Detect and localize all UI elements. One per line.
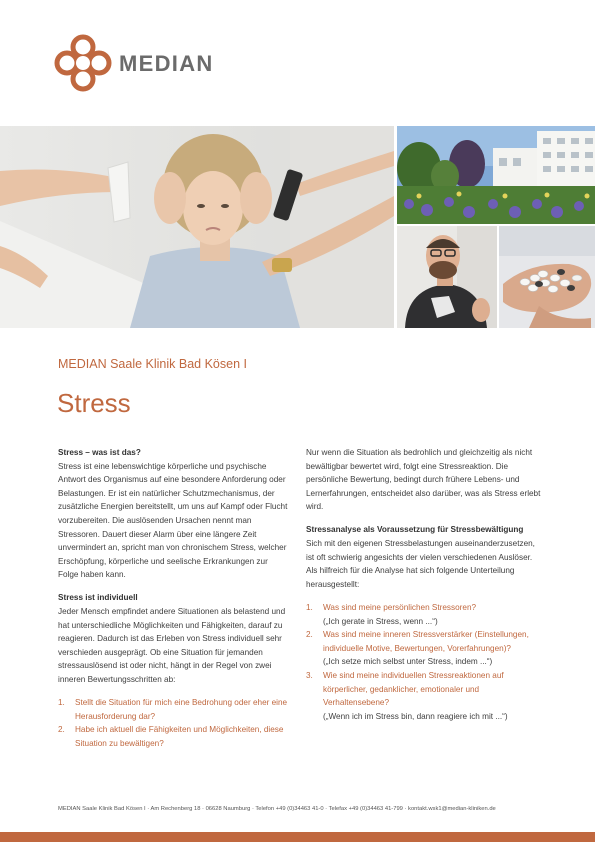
section-heading-what-is-stress: Stress – was ist das? (58, 448, 141, 457)
list-item-text: Habe ich aktuell die Fähigkeiten und Möglichkeiten, diese Situation zu bewältigen? (75, 725, 284, 748)
list-number: 1. (58, 698, 65, 708)
list-question: Was sind meine inneren Stressverstärker (Einstellungen, individuelle Motive, Bewertungen, Vorerfahrungen)? (323, 630, 529, 653)
logo-text: MEDIAN (119, 51, 214, 76)
paragraph-stress-reaction: Nur wenn die Situation als bedrohlich und gleichzeitig als nicht bewältigbar bewertet wird, folgt eine Stressreaktion. Die persönliche Bewertung, bedingt durch frühere Lebens- und Lernerfahrungen, entscheidet also darüber, was als Stress erlebt wird. (306, 448, 541, 512)
list-number: 3. (306, 670, 313, 680)
list-number: 1. (306, 602, 313, 612)
photo-strip (0, 126, 595, 328)
pills-hand-photo (499, 226, 595, 328)
therapist-man-photo (397, 226, 497, 328)
list-item (306, 628, 544, 669)
evaluation-steps-list (58, 696, 290, 750)
list-item (306, 669, 544, 723)
analysis-questions-list (306, 601, 544, 723)
list-item (306, 601, 544, 628)
paragraph-stress-analysis: Sich mit den eigenen Stressbelastungen auseinanderzusetzen, ist oft schwierig angesichts der vielen verschiedenen Auslöser. Als hilfreich für die Analyse hat sich folgende Unterteilung herausgestellt: (306, 539, 535, 589)
right-column (306, 446, 544, 732)
list-question: Was sind meine persönlichen Stressoren? (323, 602, 477, 612)
footer-contact: MEDIAN Saale Klinik Bad Kösen I · Am Rechenberg 18 · 06628 Naumburg · Telefon +49 (0)34463 41-0 · Telefax +49 (0)34463 41-799 · kontakt.wsk1@median-kliniken.de (58, 806, 496, 812)
stressed-woman-photo (0, 126, 394, 328)
header (0, 0, 595, 126)
page-title: Stress (57, 388, 131, 418)
flower-logo-icon (54, 34, 112, 92)
list-item (58, 696, 290, 723)
clinic-building-photo (397, 126, 595, 224)
list-number: 2. (306, 630, 313, 640)
list-example: („Ich setze mich selbst unter Stress, indem ...“) (323, 657, 493, 667)
list-number: 2. (58, 725, 65, 735)
left-column (58, 446, 290, 759)
bottom-accent-bar (0, 832, 595, 842)
paragraph-individual: Jeder Mensch empfindet andere Situationen als belastend und hat unterschiedliche Möglichkeiten und Fähigkeiten, darauf zu reagieren. Dadurch ist das Erleben von Stress individuell sehr verschieden ausgeprägt. Ob eine Situation für jemanden stressauslösend ist oder nicht, hängt in der Regel von zwei inneren Bewertungsschritten ab: (58, 607, 286, 684)
section-heading-stress-analysis: Stressanalyse als Voraussetzung für Stressbewältigung (306, 525, 524, 535)
clinic-name: MEDIAN Saale Klinik Bad Kösen I (58, 357, 247, 371)
section-heading-individual: Stress ist individuell (58, 593, 138, 603)
list-item (58, 723, 290, 750)
paragraph-what-is-stress: Stress ist eine lebenswichtige körperliche und psychische Antwort des Organismus auf eine besondere Anforderung oder Belastungen. Er ist ein natürlicher Schutzmechanismus, der zusätzliche Energien bereitstellt, um uns auf Kampf oder Flucht vorzubereiten. Die auslösenden Ursachen nennt man Stressoren. Dauert dieser Alarm über eine längere Zeit unvermindert an, spricht man von chronischem Stress, welcher Erschöpfung, körperliche und seelische Erkrankungen zur Folge haben kann. (58, 461, 288, 580)
list-example: („Ich gerate in Stress, wenn ...“) (323, 616, 438, 626)
list-example: („Wenn ich im Stress bin, dann reagiere ich mit ...“) (323, 711, 508, 721)
list-question: Wie sind meine individuellen Stressreaktionen auf körperlicher, gedanklicher, emotionaler und Verhaltensebene? (323, 670, 504, 708)
list-item-text: Stellt die Situation für mich eine Bedrohung oder eher eine Herausforderung dar? (75, 698, 288, 721)
